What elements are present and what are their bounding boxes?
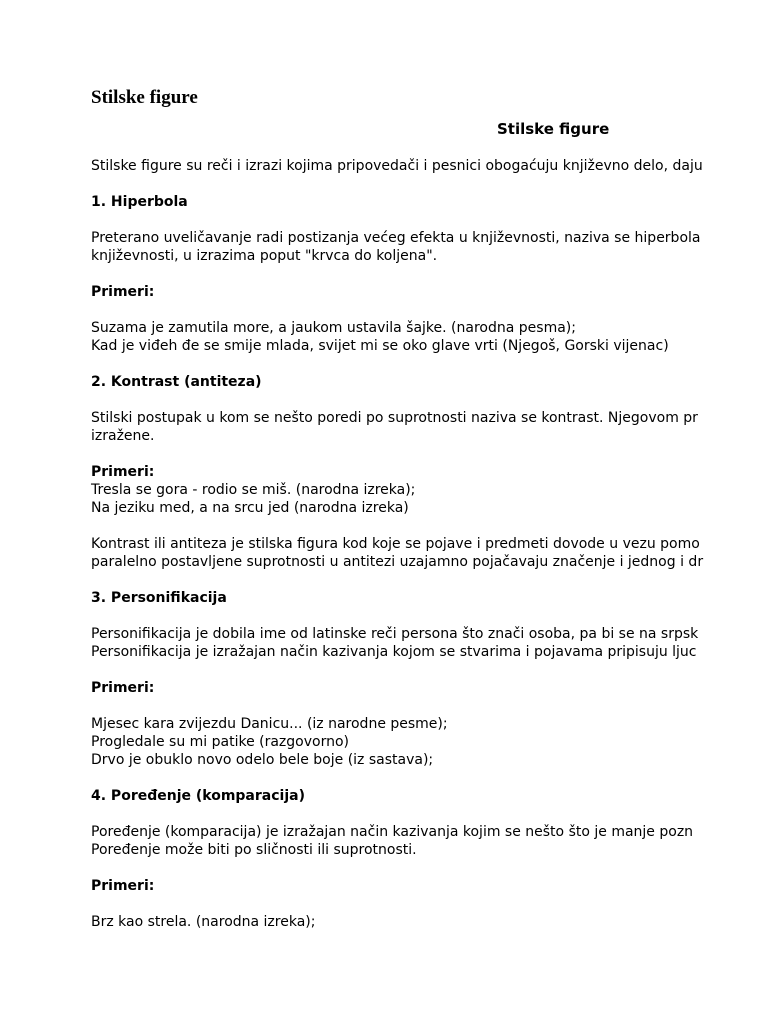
example-line: Brz kao strela. (narodna izreka); <box>91 914 316 930</box>
paragraph-line: Stilski postupak u kom se nešto poredi po suprotnosti naziva se kontrast. Njegovom pr <box>91 410 698 426</box>
paragraph-line: književnosti, u izrazima poput "krvca do koljena". <box>91 248 438 264</box>
intro-text: Stilske figure su reči i izrazi kojima pripovedači i pesnici obogaćuju književno delo, daju <box>91 158 703 174</box>
section-heading-hiperbola: 1. Hiperbola <box>91 194 188 210</box>
paragraph-line: Kontrast ili antiteza je stilska figura kod koje se pojave i predmeti dovode u vezu pomo <box>91 536 700 552</box>
example-line: Drvo je obuklo novo odelo bele boje (iz sastava); <box>91 752 434 768</box>
document-title: Stilske figure <box>91 87 198 108</box>
examples-label: Primeri: <box>91 878 155 894</box>
examples-label: Primeri: <box>91 284 155 300</box>
example-line: Progledale su mi patike (razgovorno) <box>91 734 349 750</box>
paragraph-line: paralelno postavljene suprotnosti u antitezi uzajamno pojačavaju značenje i jednog i dr <box>91 554 704 570</box>
paragraph-line: Poređenje (komparacija) je izražajan način kazivanja kojim se nešto što je manje pozn <box>91 824 694 840</box>
paragraph-line: Poređenje može biti po sličnosti ili suprotnosti. <box>91 842 417 858</box>
paragraph-line: Personifikacija je dobila ime od latinske reči persona što znači osoba, pa bi se na srpsk <box>91 626 699 642</box>
inner-title: Stilske figure <box>497 120 610 138</box>
paragraph-line: Personifikacija je izražajan način kazivanja kojom se stvarima i pojavama pripisuju ljuc <box>91 644 697 660</box>
example-line: Suzama je zamutila more, a jaukom ustavila šajke. (narodna pesma); <box>91 320 576 336</box>
example-line: Kad je viđeh đe se smije mlada, svijet mi se oko glave vrti (Njegoš, Gorski vijenac) <box>91 338 669 354</box>
paragraph-line: izražene. <box>91 428 155 444</box>
document-body <box>91 118 768 931</box>
examples-label: Primeri: <box>91 464 155 480</box>
example-line: Na jeziku med, a na srcu jed (narodna izreka) <box>91 500 409 516</box>
examples-label: Primeri: <box>91 680 155 696</box>
paragraph-line: Preterano uveličavanje radi postizanja većeg efekta u književnosti, naziva se hiperbola <box>91 230 701 246</box>
section-heading-kontrast: 2. Kontrast (antiteza) <box>91 374 262 390</box>
example-line: Tresla se gora - rodio se miš. (narodna izreka); <box>91 482 416 498</box>
example-line: Mjesec kara zvijezdu Danicu... (iz narodne pesme); <box>91 716 448 732</box>
section-heading-personifikacija: 3. Personifikacija <box>91 590 227 606</box>
section-heading-poredjenje: 4. Poređenje (komparacija) <box>91 788 305 804</box>
